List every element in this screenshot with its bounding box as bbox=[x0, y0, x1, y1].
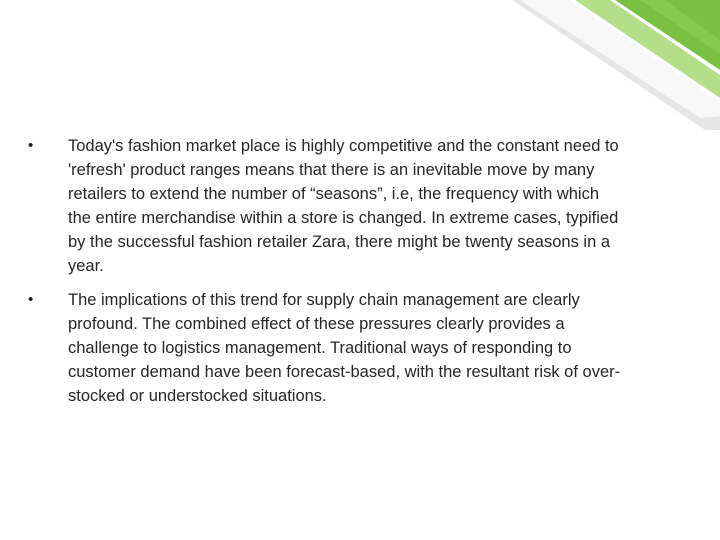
bullet-item bbox=[28, 134, 688, 278]
bullet-item bbox=[28, 288, 688, 408]
bullet-text-supply-chain-implications: The implications of this trend for supply chain management are clearly profound. The combined effect of these pressures clearly provides a challenge to logistics management. Traditional ways of responding to customer demand have been forecast-based, with the resultant risk of over- stocked or understocked situations. bbox=[68, 291, 621, 405]
bullet-text-fashion-seasons: Today's fashion market place is highly competitive and the constant need to 'refresh' product ranges means that there is an inevitable move by many retailers to extend the number of “seasons”, i.e, the frequency with which the entire merchandise within a store is changed. In extreme cases, typified by the successful fashion retailer Zara, there might be twenty seasons in a year. bbox=[68, 137, 619, 275]
page-curl-icon bbox=[500, 0, 720, 130]
bullet-marker: • bbox=[28, 137, 34, 154]
bullet-list bbox=[28, 134, 688, 418]
bullet-marker: • bbox=[28, 291, 34, 308]
